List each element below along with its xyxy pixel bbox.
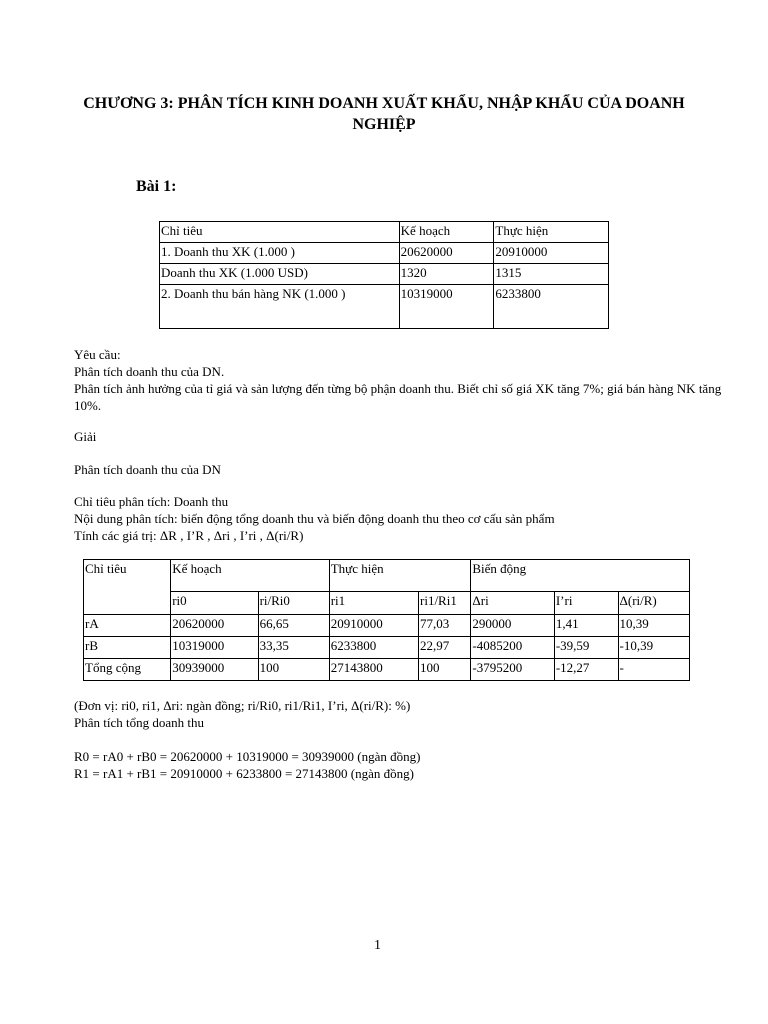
analysis-heading: Phân tích doanh thu của DN [74, 462, 221, 477]
table-header-cell: I’ri [554, 592, 618, 615]
table-cell: 10319000 [171, 637, 258, 659]
unit-note-block [74, 697, 410, 731]
table-cell: - [618, 659, 690, 681]
table-cell: 20620000 [171, 615, 258, 637]
indicator-line: Chỉ tiêu phân tích: Doanh thu [74, 494, 229, 509]
table-cell: 20910000 [494, 243, 609, 264]
table-cell: 30939000 [171, 659, 258, 681]
table-cell: 20620000 [399, 243, 494, 264]
table-subheader-row [84, 592, 690, 615]
table-header-cell: Kế hoạch [171, 560, 330, 592]
total-heading: Phân tích tổng doanh thu [74, 715, 204, 730]
requirement-item: Phân tích ảnh hưởng của tỉ giá và sản lượng đến từng bộ phận doanh thu. Biết chỉ số giá XK tăng 7%; giá bán hàng NK tăng 10%. [74, 381, 722, 413]
table-row [160, 243, 609, 264]
content-line: Nội dung phân tích: biến động tổng doanh thu và biến động doanh thu theo cơ cấu sản phẩm [74, 511, 555, 526]
table-row [84, 659, 690, 681]
table-cell: 1. Doanh thu XK (1.000 ) [160, 243, 400, 264]
page-number: 1 [374, 938, 381, 953]
table-group-header-row [84, 560, 690, 592]
table-header-cell: Δri [471, 592, 554, 615]
table-row [160, 285, 609, 329]
chapter-title: CHƯƠNG 3: PHÂN TÍCH KINH DOANH XUẤT KHẨU, NHẬP KHẨU CỦA DOANH NGHIỆP [83, 95, 685, 133]
plan-vs-actual-table [159, 221, 609, 329]
table-header-cell: Chỉ tiêu [84, 560, 171, 615]
unit-note: (Đơn vị: ri0, ri1, Δri: ngàn đồng; ri/Ri0, ri1/Ri1, I’ri, Δ(ri/R): %) [74, 698, 411, 713]
table-header-cell: ri0 [171, 592, 258, 615]
table-row [84, 637, 690, 659]
table-cell: 1315 [494, 264, 609, 285]
table-row [160, 264, 609, 285]
table-cell: Tổng cộng [84, 659, 171, 681]
table-cell: 6233800 [329, 637, 418, 659]
table-cell: 1,41 [554, 615, 618, 637]
table-cell: 33,35 [258, 637, 329, 659]
requirements-label: Yêu cầu: [74, 347, 121, 362]
table-row [84, 615, 690, 637]
table-header-cell: Thực hiện [494, 222, 609, 243]
formula-block [74, 748, 420, 782]
table-cell: rB [84, 637, 171, 659]
table-cell: 22,97 [419, 637, 471, 659]
table-header-cell: Kế hoạch [399, 222, 494, 243]
table-cell: 10,39 [618, 615, 690, 637]
table-cell: -10,39 [618, 637, 690, 659]
revenue-structure-table [83, 559, 690, 681]
table-cell: 100 [419, 659, 471, 681]
table-header-cell: Δ(ri/R) [618, 592, 690, 615]
analysis-description [74, 493, 555, 544]
table-header-row [160, 222, 609, 243]
table-header-cell: Chỉ tiêu [160, 222, 400, 243]
formula-line: R1 = rA1 + rB1 = 20910000 + 6233800 = 27143800 (ngàn đồng) [74, 766, 414, 781]
exercise-title: Bài 1: [136, 178, 177, 195]
table-cell: 1320 [399, 264, 494, 285]
requirements-block [74, 346, 724, 414]
table-header-cell: Biến động [471, 560, 690, 592]
table-cell: 2. Doanh thu bán hàng NK (1.000 ) [160, 285, 400, 329]
table-header-cell: ri1 [329, 592, 418, 615]
table-header-cell: ri1/Ri1 [419, 592, 471, 615]
table-cell: 100 [258, 659, 329, 681]
table-header-cell: ri/Ri0 [258, 592, 329, 615]
table-cell: 20910000 [329, 615, 418, 637]
table-cell: Doanh thu XK (1.000 USD) [160, 264, 400, 285]
table-cell: -4085200 [471, 637, 554, 659]
table-header-cell: Thực hiện [329, 560, 471, 592]
compute-line: Tính các giá trị: ΔR , I’R , Δri , I’ri , Δ(ri/R) [74, 528, 304, 543]
table-cell: 6233800 [494, 285, 609, 329]
table-cell: -39,59 [554, 637, 618, 659]
table-cell: 290000 [471, 615, 554, 637]
table-cell: 10319000 [399, 285, 494, 329]
table-cell: -12,27 [554, 659, 618, 681]
table-cell: rA [84, 615, 171, 637]
table-cell: -3795200 [471, 659, 554, 681]
table-cell: 66,65 [258, 615, 329, 637]
solution-label: Giải [74, 429, 97, 444]
formula-line: R0 = rA0 + rB0 = 20620000 + 10319000 = 30939000 (ngàn đồng) [74, 749, 421, 764]
table-cell: 77,03 [419, 615, 471, 637]
table-cell: 27143800 [329, 659, 418, 681]
requirement-item: Phân tích doanh thu của DN. [74, 364, 225, 379]
